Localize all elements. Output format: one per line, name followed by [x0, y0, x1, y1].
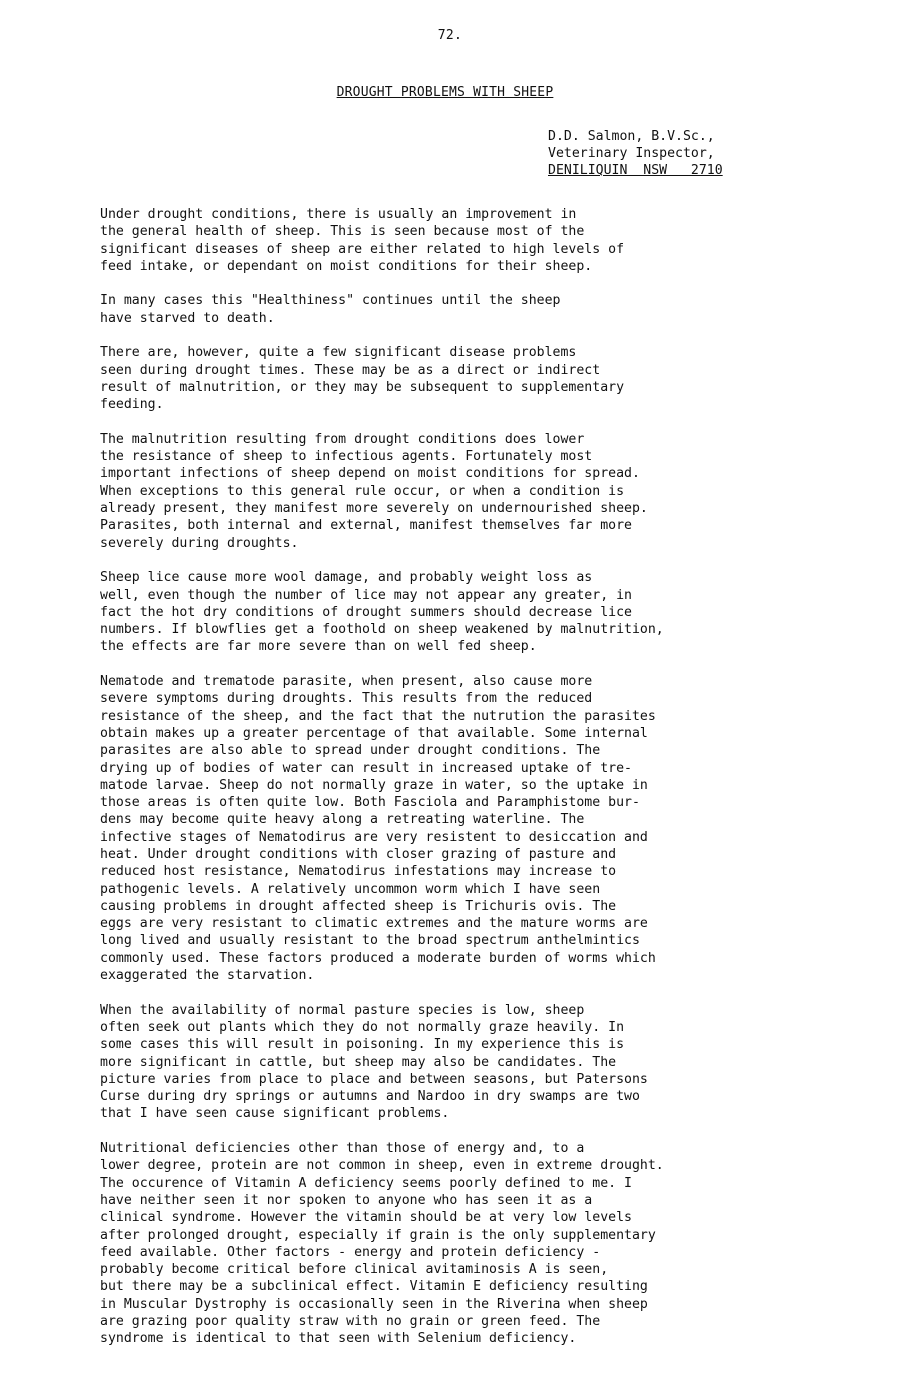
author-name: D.D. Salmon, B.V.Sc., [548, 129, 715, 144]
author-block [548, 128, 723, 179]
paragraph-4: The malnutrition resulting from drought conditions does lower the resistance of sheep to infectious agents. Fortunately most important infections of sheep depend on moist conditions for spread. When exceptions to this general rule occur, or when a condition is already present, they manifest more severely on undernourished sheep. Parasites, both internal and external, manifest themselves far more severely during droughts. [100, 431, 648, 551]
page-number: 72. [437, 28, 463, 43]
paragraph-2: In many cases this "Healthiness" continues until the sheep have starved to death. [100, 293, 561, 326]
paragraph-7: When the availability of normal pasture species is low, sheep often seek out plants which they do not normally graze heavily. In some cases this will result in poisoning. In my experience this is more significant in cattle, but sheep may also be candidates. The picture varies from place to place and between seasons, but Patersons Curse during dry springs or autumns and Nardoo in dry swamps are two that I have seen cause significant problems. [100, 1002, 648, 1122]
author-location: DENILIQUIN NSW 2710 [548, 163, 723, 178]
author-position: Veterinary Inspector, [548, 146, 715, 161]
document-body [100, 206, 820, 1365]
document-title: DROUGHT PROBLEMS WITH SHEEP [336, 85, 554, 100]
paragraph-6: Nematode and trematode parasite, when present, also cause more severe symptoms during droughts. This results from the reduced resistance of the sheep, and the fact that the nutrution the parasites obtain makes up a greater percentage of that available. Some internal parasites are also able to spread under drought conditions. The drying up of bodies of water can result in increased uptake of tre- matode larvae. Sheep do not normally graze in water, so the uptake in those areas is often quite low. Both Fasciola and Paramphistome bur- dens may become quite heavy along a retreating waterline. The infective stages of Nematodirus are very resistent to desiccation and heat. Under drought conditions with closer grazing of pasture and reduced host resistance, Nematodirus infestations may increase to pathogenic levels. A relatively uncommon worm which I have seen causing problems in drought affected sheep is Trichuris ovis. The eggs are very resistant to climatic extremes and the mature worms are long lived and usually resistant to the broad spectrum anthelmintics commonly used. These factors produced a moderate burden of worms which exaggerated the starvation. [100, 674, 656, 984]
paragraph-1: Under drought conditions, there is usually an improvement in the general health of sheep. This is seen because most of the significant diseases of sheep are either related to high levels of feed intake, or dependant on moist conditions for their sheep. [100, 207, 625, 274]
paragraph-5: Sheep lice cause more wool damage, and probably weight loss as well, even though the number of lice may not appear any greater, in fact the hot dry conditions of drought summers should decrease lice numbers. If blowflies get a foothold on sheep weakened by malnutrition, the effects are far more severe than on well fed sheep. [100, 570, 664, 655]
paragraph-3: There are, however, quite a few significant disease problems seen during drought times. These may be as a direct or indirect result of malnutrition, or they may be subsequent to supplementary feeding. [100, 345, 625, 413]
paragraph-8: Nutritional deficiencies other than those of energy and, to a lower degree, protein are not common in sheep, even in extreme drought. The occurence of Vitamin A deficiency seems poorly defined to me. I have neither seen it nor spoken to anyone who has seen it as a clinical syndrome. However the vitamin should be at very low levels after prolonged drought, especially if grain is the only supplementary feed available. Other factors - energy and protein deficiency - probably become critical before clinical avitaminosis A is seen, but there may be a subclinical effect. Vitamin E deficiency resulting in Muscular Dystrophy is occasionally seen in the Riverina when sheep are grazing poor quality straw with no grain or green feed. The syndrome is identical to that seen with Selenium deficiency. [100, 1141, 664, 1347]
